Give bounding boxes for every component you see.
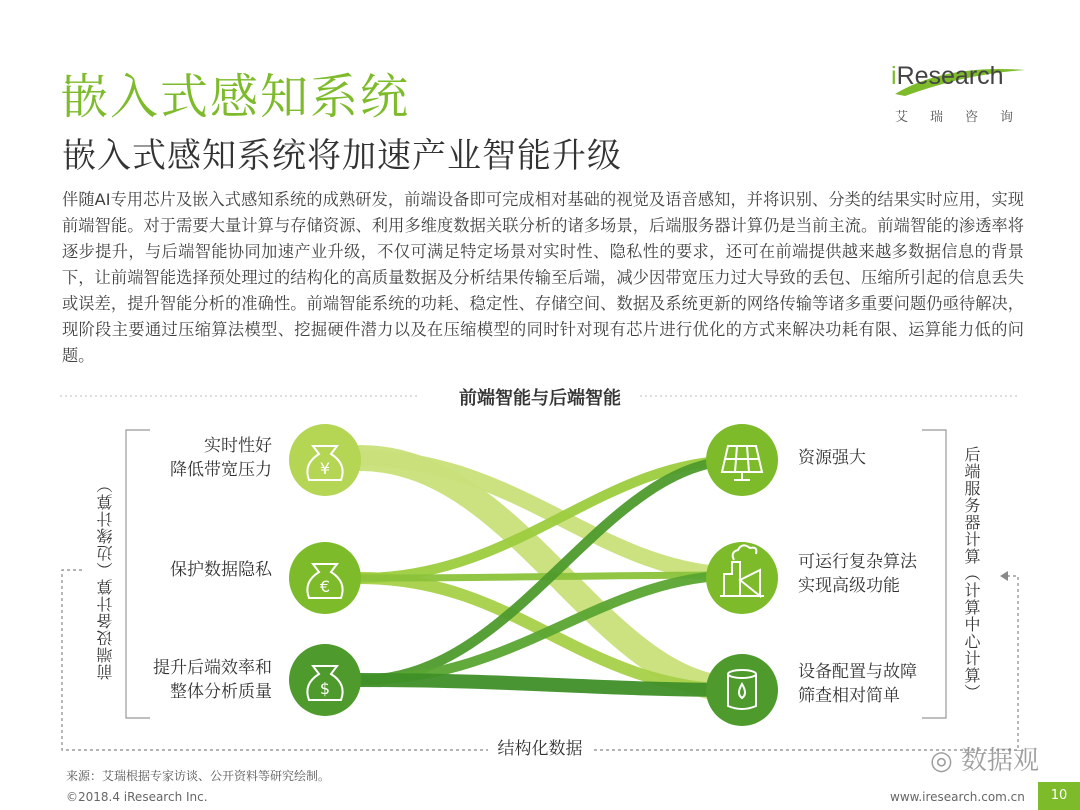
right-nodes bbox=[706, 424, 778, 726]
wechat-icon: ◎ bbox=[930, 746, 961, 776]
oil-barrel-icon bbox=[706, 654, 778, 726]
website-link[interactable]: www.iresearch.com.cn bbox=[890, 790, 1025, 804]
copyright: ©2018.4 iResearch Inc. bbox=[66, 790, 208, 804]
left-item-3-label: 提升后端效率和 整体分析质量 bbox=[153, 658, 272, 702]
yen-symbol: ¥ bbox=[319, 459, 331, 478]
source-note: 来源：艾瑞根据专家访谈、公开资料等研究绘制。 bbox=[66, 769, 331, 783]
logo-wordmark: iResearch bbox=[891, 62, 1004, 90]
right-bracket bbox=[922, 430, 946, 718]
left-item-1-label: 实时性好 降低带宽压力 bbox=[170, 436, 272, 480]
right-item-3-label: 设备配置与故障 筛查相对简单 bbox=[798, 662, 917, 706]
structured-data-label: 结构化数据 bbox=[488, 739, 593, 759]
left-item-2-label: 保护数据隐私 bbox=[170, 560, 272, 580]
right-item-1-label: 资源强大 bbox=[798, 448, 866, 468]
watermark: ◎ 数据观 bbox=[930, 746, 1039, 776]
iresearch-logo bbox=[885, 60, 1035, 124]
flow-bands bbox=[360, 458, 740, 690]
left-bracket bbox=[126, 430, 150, 718]
bottom-label-wrap bbox=[0, 737, 1080, 761]
loop-arrow-icon bbox=[1000, 571, 1008, 581]
page-number: 10 bbox=[1038, 782, 1080, 810]
left-nodes bbox=[289, 424, 361, 716]
front-back-diagram bbox=[0, 380, 1080, 760]
page-title: 嵌入式感知系统 bbox=[60, 69, 411, 125]
euro-symbol: € bbox=[319, 577, 331, 596]
diagram-title: 前端智能与后端智能 bbox=[459, 388, 621, 409]
logo-chinese: 艾瑞咨询 bbox=[895, 110, 1036, 125]
right-item-2-label: 可运行复杂算法 实现高级功能 bbox=[798, 552, 917, 596]
intro-paragraph: 伴随AI专用芯片及嵌入式感知系统的成熟研发，前端设备即可完成相对基础的视觉及语音感知，并将识别、分类的结果实时应用，实现前端智能。对于需要大量计算与存储资源、利用多维度数据关联分析的诸多场景，后端服务器计算仍是当前主流。前端智能的渗透率将逐步提升，与后端智能协同加速产业升级，不仅可满足特定场景对实时性、隐私性的要求，还可在前端提供越来越多数据信息的背景下，让前端智能选择预处理过的结构化的高质量数据及分析结果传输至后端，减少因带宽压力过大导致的丢包、压缩所引起的信息丢失或误差，提升智能分析的准确性。前端智能系统的功耗、稳定性、存储空间、数据及系统更新的网络传输等诸多重要问题仍亟待解决，现阶段主要通过压缩算法模型、挖掘硬件潜力以及在压缩模型的同时针对现有芯片进行优化的方式来解决功耗有限、运算能力低的问题。 bbox=[62, 190, 1024, 365]
dollar-symbol: $ bbox=[319, 679, 331, 698]
left-group-label: 前端设备计算（边缘计算） bbox=[96, 476, 115, 680]
page-subtitle: 嵌入式感知系统将加速产业智能升级 bbox=[62, 136, 622, 176]
right-group-label: 后端服务器计算（计算中心计算） bbox=[962, 446, 981, 701]
